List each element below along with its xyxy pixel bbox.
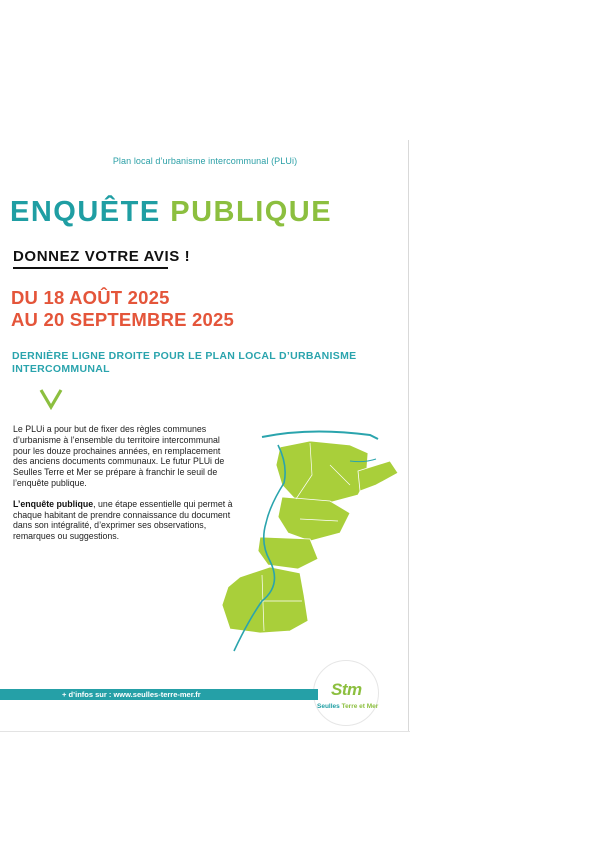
stm-logo: Stm: [331, 680, 362, 699]
paragraph-enquete-rest: , une étape essentielle qui permet à chaque habitant de prendre connaissance du document dans son intégralité, d’exprimer ses observations, remarques ou suggestions.: [13, 498, 233, 542]
date-start: DU 18 AOÛT 2025: [11, 287, 170, 308]
chevron-down-icon: [38, 388, 64, 410]
headline-word-enquete: ENQUÊTE: [10, 196, 161, 228]
paragraph-plui: Le PLUi a pour but de fixer des règles communes d’urbanisme à l’ensemble du territoire intercommunal pour les douze prochaines années, en remplacement des anciens documents communaux. Le futur PLUi de Seulles Terre et Mer se prépare à franchir le seuil de l’enquête publique.: [13, 424, 225, 488]
poster-headline: [10, 196, 332, 229]
logo-name: [317, 703, 378, 710]
territory-map: [200, 425, 405, 655]
poster-subtitle: Plan local d’urbanisme intercommunal (PLUi): [112, 156, 298, 166]
tagline: DERNIÈRE LIGNE DROITE POUR LE PLAN LOCAL D’URBANISME INTERCOMMUNAL: [12, 350, 357, 375]
inquiry-dates: [11, 287, 234, 331]
footer-bar: [0, 689, 318, 700]
sheet-edge-bottom: [0, 731, 410, 732]
date-end: AU 20 SEPTEMBRE 2025: [11, 309, 235, 330]
call-to-action: DONNEZ VOTRE AVIS !: [13, 248, 191, 265]
sheet-edge: [408, 140, 409, 732]
paragraph-enquete-lead: L’enquête publique: [13, 498, 94, 509]
headline-word-publique: PUBLIQUE: [170, 196, 333, 228]
logo-name-part1: Seulles: [317, 703, 340, 710]
cta-underline: [13, 267, 168, 269]
footer-link[interactable]: + d’infos sur : www.seulles-terre-mer.fr: [62, 690, 201, 699]
logo-name-part2: Terre et Mer: [341, 703, 379, 710]
